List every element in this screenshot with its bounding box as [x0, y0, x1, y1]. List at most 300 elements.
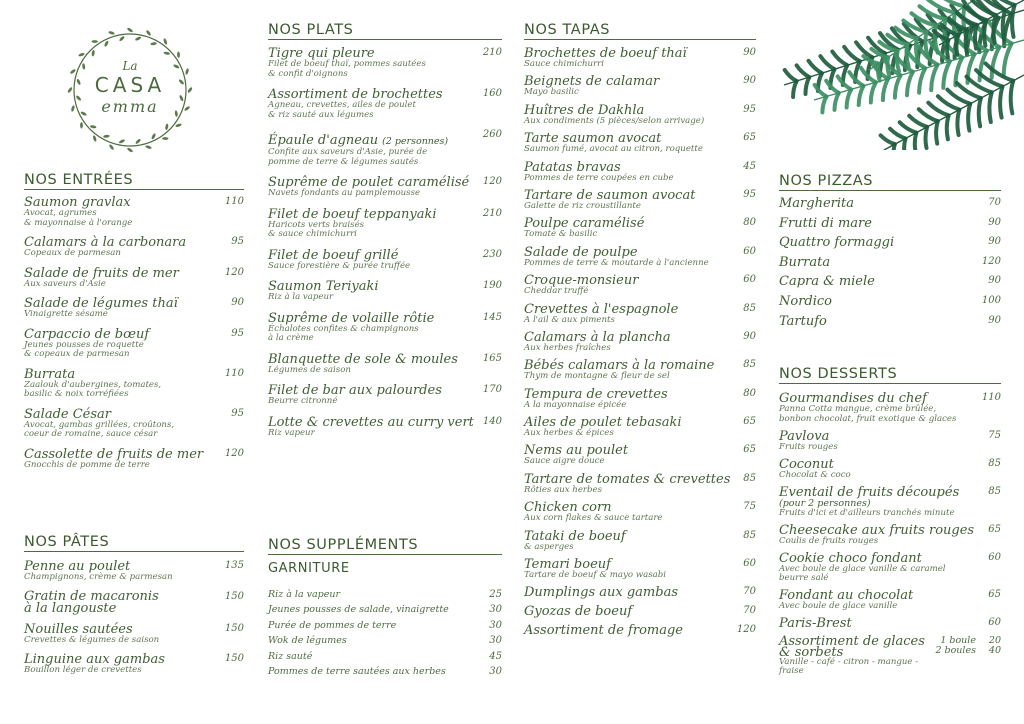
pizzas-list: [779, 197, 1001, 328]
item-price: 85: [743, 529, 756, 541]
wreath-leaf: [178, 79, 184, 86]
item-note: (2 personnes): [382, 136, 449, 147]
item-price: 30: [489, 604, 502, 616]
item-price: 65: [743, 416, 756, 428]
item-price: 85: [743, 359, 756, 371]
item-price: 165: [482, 352, 502, 364]
item-desc: Sauce aigre douce: [524, 456, 605, 467]
item-name: Tartare de tomates & crevettes: [524, 471, 731, 487]
item-desc: Mayo basilic: [524, 87, 579, 98]
item-desc: Copeaux de parmesan: [24, 248, 121, 258]
item-desc: Aux condiments (5 pièces/selon arrivage): [524, 115, 705, 126]
item-desc: A l'ail & aux piments: [524, 314, 615, 325]
item-desc: Confite aux saveurs d'Asie, purée de pomme de terre & légumes sautés: [268, 147, 428, 167]
item-price: 65: [743, 132, 756, 144]
menu-item: [524, 586, 756, 599]
wreath-leaf: [108, 144, 114, 151]
item-name: Suprême de volaille rôtie: [268, 310, 435, 326]
menu-item: [524, 246, 756, 269]
wreath-leaf: [103, 134, 110, 138]
menu-item: [779, 524, 1001, 547]
item-name: Calamars à la carbonara: [24, 235, 187, 250]
item-price: 85: [743, 302, 756, 314]
item-name: Nems au poulet: [524, 443, 629, 459]
item-price: 65: [988, 523, 1001, 535]
item-name: Crevettes à l'espagnole: [524, 301, 679, 317]
section-title: NOS TAPAS: [524, 22, 756, 40]
item-price: 95: [743, 188, 756, 200]
menu-item: [268, 176, 502, 199]
item-price: 85: [988, 485, 1001, 497]
item-desc: Panna Cotta mangue, crème brûlée, bonbon chocolat, fruit exotique & glaces: [779, 404, 957, 424]
menu-item: [24, 623, 244, 646]
wreath-leaf: [135, 36, 142, 41]
item-desc: Galette de riz croustillante: [524, 200, 641, 211]
item-price: 90: [988, 216, 1001, 228]
pates-list: [24, 560, 244, 676]
item-price: 150: [224, 622, 244, 634]
garniture-subtitle: GARNITURE: [268, 561, 350, 576]
item-price: 30: [489, 635, 502, 647]
item-desc: & asperges: [524, 541, 574, 552]
item-name: Riz à la vapeur: [268, 589, 341, 600]
wreath-leaf: [173, 64, 180, 69]
menu-item: [524, 416, 756, 439]
item-price: 75: [743, 501, 756, 513]
wreath-leaf: [80, 122, 83, 128]
wreath-leaf: [119, 35, 126, 41]
wreath-leaf: [70, 68, 77, 74]
item-desc: Vanille - café - citron - mangue - fraise: [779, 656, 919, 676]
item-name: Cassolette de fruits de mer: [24, 446, 204, 462]
item-desc: Pommes de terre coupées en cube: [524, 172, 674, 183]
item-price: 135: [224, 560, 244, 571]
item-desc: Zaalouk d'aubergines, tomates, basilic & noix torréfiées: [24, 379, 162, 399]
item-name: Dumplings aux gambas: [524, 585, 678, 601]
item-price: 45: [743, 160, 756, 172]
item-name: Purée de pommes de terre: [268, 619, 397, 631]
item-name: Tempura de crevettes: [524, 386, 668, 402]
menu-item: [779, 275, 1001, 288]
item-price: 110: [224, 367, 244, 379]
item-name: Margherita: [779, 196, 855, 211]
item-price: 65: [988, 589, 1001, 600]
menu-item: [524, 388, 756, 411]
menu-item: [524, 161, 756, 184]
menu-item: [24, 653, 244, 676]
item-name: Cookie choco fondant: [779, 550, 922, 566]
menu-item: [24, 267, 244, 290]
item-price: 60: [743, 274, 756, 286]
item-price: 90: [988, 314, 1001, 326]
menu-item: [268, 353, 502, 376]
menu-item: [779, 197, 1001, 210]
item-name: Tartare de saumon avocat: [524, 187, 696, 203]
item-price: 140: [482, 415, 502, 427]
menu-item: [524, 104, 756, 127]
item-desc: Aux herbes & épices: [524, 428, 614, 439]
item-name: Saumon Teriyaki: [268, 279, 379, 294]
menu-item: [524, 624, 756, 637]
wreath-leaf: [179, 95, 184, 102]
section-entrees: [24, 172, 244, 478]
wreath-leaf: [177, 51, 180, 57]
item-name: Salade César: [24, 406, 111, 422]
wreath-leaf: [145, 30, 151, 37]
item-price: 150: [224, 653, 244, 664]
item-name: Saumon gravlax: [24, 195, 131, 210]
item-desc: Sauce forestière & purée truffée: [268, 260, 411, 271]
supplement-item: [268, 620, 502, 635]
item-desc: Pommes de terre & moutarde à l'ancienne: [524, 257, 709, 268]
supplement-item: [268, 666, 502, 681]
item-name: Filet de boeuf grillé: [268, 247, 399, 263]
item-price: 160: [482, 88, 502, 99]
wreath-leaf: [163, 38, 168, 45]
wreath-leaf: [78, 52, 85, 57]
menu-item: [24, 448, 244, 471]
item-desc: Filet de boeuf thaï, pommes sautées & confit d'oignons: [268, 59, 426, 79]
item-price: 45: [489, 650, 502, 662]
item-desc: Fruits d'ici et d'ailleurs tranchés minute: [779, 507, 955, 518]
item-name: Épaule d'agneau: [268, 133, 379, 148]
item-name: Assortiment de fromage: [524, 623, 683, 639]
item-name: Patatas bravas: [524, 159, 621, 175]
palm-leaves-decoration: [774, 0, 1024, 150]
item-desc: Vinaigrette sésame: [24, 309, 108, 319]
menu-item: [24, 328, 244, 360]
item-name: Coconut: [779, 456, 834, 472]
item-desc: Agneau, crevettes, ailes de poulet & riz sauté aux légumes: [268, 100, 416, 120]
item-price: 120: [482, 176, 502, 187]
item-name: Wok de légumes: [268, 635, 347, 647]
item-price: 190: [482, 280, 502, 291]
menu-item: [779, 295, 1001, 308]
item-price: 95: [231, 236, 244, 247]
wreath-leaf: [82, 63, 86, 70]
item-name: Poulpe caramélisé: [524, 216, 645, 232]
menu-item: [779, 458, 1001, 481]
menu-item: [268, 47, 502, 79]
supplement-item: [268, 651, 502, 666]
menu-item: [24, 408, 244, 440]
section-pates: [24, 534, 244, 684]
item-name: Burrata: [779, 254, 831, 270]
item-price: 170: [482, 384, 502, 395]
item-price: 90: [743, 330, 756, 342]
item-desc: Aux saveurs d'Asie: [24, 278, 106, 289]
item-price: 110: [981, 392, 1001, 403]
menu-item: [524, 359, 756, 382]
item-price: 25: [489, 589, 502, 600]
item-name: Capra & miele: [779, 274, 875, 290]
item-price: 260: [482, 129, 502, 140]
item-desc: Coulis de fruits rouges: [779, 535, 879, 546]
section-plats: [268, 22, 502, 447]
section-title: NOS DESSERTS: [779, 366, 1001, 384]
item-price: 30: [489, 665, 502, 677]
item-desc: Fruits rouges: [779, 441, 838, 452]
menu-item: [24, 560, 244, 583]
item-desc: Beurre citronné: [268, 396, 338, 406]
wreath-leaf: [187, 87, 193, 94]
wreath-leaf: [184, 105, 191, 111]
item-price: 70: [743, 605, 756, 617]
option-label: 1 boule: [940, 634, 976, 646]
menu-item: [524, 75, 756, 98]
item-name: Gourmandises du chef: [779, 391, 927, 406]
menu-item: [268, 312, 502, 344]
menu-item: [779, 430, 1001, 453]
item-name: Riz sauté: [268, 650, 313, 662]
wreath-leaf: [71, 105, 76, 112]
item-price: 95: [231, 327, 244, 339]
wreath-leaf: [135, 138, 142, 144]
item-name: Frutti di mare: [779, 215, 872, 231]
section-pizzas: [779, 173, 1001, 334]
item-name: Nordico: [779, 293, 833, 309]
item-name: Filet de boeuf teppanyaki: [268, 206, 437, 222]
item-desc: Riz vapeur: [268, 427, 315, 438]
item-price: 90: [743, 47, 756, 58]
supplements-list: [268, 589, 502, 681]
item-name: Tartufo: [779, 313, 827, 329]
casa-emma-logo: [66, 26, 194, 154]
option-price: 40: [988, 644, 1001, 656]
desserts-list: [779, 392, 1001, 630]
menu-item: [524, 605, 756, 618]
item-name: Bébés calamars à la romaine: [524, 358, 715, 374]
item-price: 120: [224, 266, 244, 278]
menu-item: [268, 384, 502, 407]
wreath-leaf: [127, 147, 134, 153]
item-price: 95: [743, 103, 756, 115]
menu-item: [779, 217, 1001, 230]
item-price: 120: [981, 255, 1001, 267]
item-note: (pour 2 personnes): [779, 497, 871, 509]
item-price: 120: [736, 624, 756, 636]
item-desc: Thym de montagne & fleur de sel: [524, 371, 670, 382]
menu-item: [524, 331, 756, 354]
item-name: Assortiment de brochettes: [268, 87, 443, 102]
wreath-leaf: [145, 145, 152, 150]
wreath-leaf: [174, 110, 178, 117]
menu-item: [524, 444, 756, 467]
item-name: Assortiment de glaces & sorbets: [779, 633, 925, 660]
item-desc: Riz à la vapeur: [268, 292, 334, 302]
section-desserts: [779, 366, 1001, 676]
item-price: 80: [743, 387, 756, 399]
item-price: 60: [988, 551, 1001, 563]
menu-item: [524, 217, 756, 240]
item-name: Paris-Brest: [779, 616, 852, 631]
item-desc: Bouillon léger de crevettes: [24, 665, 142, 675]
item-price: 150: [224, 590, 244, 602]
item-name: Eventail de fruits découpés: [779, 484, 960, 500]
item-price: 145: [482, 311, 502, 323]
item-name: Tarte saumon avocat: [524, 131, 662, 147]
menu-item: [268, 129, 502, 167]
item-desc: Aux corn flakes & sauce tartare: [524, 513, 663, 524]
menu-item: [524, 473, 756, 496]
option-label: 2 boules: [935, 644, 976, 656]
menu-item: [24, 236, 244, 259]
item-desc: Avocat, gambas grillées, croûtons, coeur de romaine, sauce césar: [24, 419, 175, 439]
brand-name: CASA: [94, 73, 166, 97]
item-name: Beignets de calamar: [524, 74, 660, 90]
item-desc: Sauce chimichurri: [524, 59, 605, 69]
menu-item: [268, 280, 502, 303]
item-price: 230: [482, 248, 502, 260]
item-name: Salade de légumes thaï: [24, 296, 178, 311]
item-desc: Avocat, agrumes & mayonnaise à l'orange: [24, 208, 133, 228]
item-name: Burrata: [24, 366, 76, 382]
menu-item: [524, 558, 756, 581]
menu-item: [779, 392, 1001, 424]
item-desc: Avec boule de glace vanille: [779, 601, 898, 611]
wreath-leaf: [165, 123, 169, 130]
menu-item: [24, 196, 244, 228]
item-desc: Navets fondants au pamplemousse: [268, 188, 421, 198]
item-desc: Haricots verts braisés & sauce chimichurri: [268, 219, 365, 239]
item-name: Cheesecake aux fruits rouges: [779, 522, 975, 538]
brand-script: emma: [101, 97, 159, 116]
item-name: Nouilles sautées: [24, 621, 133, 637]
item-price: 90: [988, 236, 1001, 248]
option-price: 20: [988, 634, 1001, 646]
item-desc: Crevettes & légumes de saison: [24, 634, 160, 645]
menu-item: [24, 297, 244, 320]
item-price: 70: [988, 197, 1001, 208]
item-price: 75: [988, 429, 1001, 441]
item-desc: Rôties aux herbes: [524, 484, 603, 495]
wreath-leaf: [76, 78, 81, 85]
wreath-leaf: [175, 123, 182, 128]
item-name: Calamars à la plancha: [524, 329, 671, 345]
item-desc: Avec boule de glace vanille & caramel beurre salé: [779, 563, 946, 583]
item-desc: Tartare de boeuf & mayo wasabi: [524, 570, 667, 581]
item-price: 80: [743, 217, 756, 229]
item-price: 65: [743, 444, 756, 456]
item-name: Tataki de boeuf: [524, 528, 626, 544]
item-desc: Aux herbes fraîches: [524, 342, 611, 353]
item-name: Gratin de macaronis à la langouste: [24, 588, 159, 616]
wreath-leaf: [90, 125, 97, 129]
menu-item: [524, 303, 756, 326]
item-name: Suprême de poulet caramélisé: [268, 175, 470, 190]
wreath-leaf: [185, 68, 190, 75]
menu-item: [779, 315, 1001, 328]
menu-item: [268, 208, 502, 240]
wreath-leaf: [162, 137, 168, 140]
item-name: Linguine aux gambas: [24, 652, 165, 667]
item-price: 70: [743, 586, 756, 598]
menu-item: [24, 588, 244, 616]
item-name: Fondant au chocolat: [779, 588, 914, 603]
menu-item-glaces: [779, 633, 1001, 676]
wreath-leaf: [118, 139, 125, 144]
wreath-leaf: [91, 40, 97, 43]
tapas-list: [524, 47, 756, 637]
item-desc: Échalotes confites & champignons à la crème: [268, 323, 419, 343]
wreath-leaf: [67, 87, 73, 94]
menu-item: [524, 501, 756, 524]
menu-item: [268, 416, 502, 439]
item-name: Pommes de terre sautées aux herbes: [268, 665, 446, 677]
item-desc: Légumes de saison: [268, 364, 351, 375]
item-name: Croque-monsieur: [524, 273, 639, 289]
item-name: Temari boeuf: [524, 557, 611, 573]
item-name: Huîtres de Dakhla: [524, 102, 645, 118]
section-title: NOS PÂTES: [24, 534, 244, 552]
item-desc: A la mayonnaise épicée: [524, 399, 627, 410]
item-name: Salade de poulpe: [524, 244, 638, 260]
item-price: 210: [482, 47, 502, 58]
item-price: 85: [743, 472, 756, 484]
item-price: 60: [743, 558, 756, 570]
wreath-icon: [66, 26, 194, 154]
item-price: 90: [743, 75, 756, 87]
item-price: 85: [988, 457, 1001, 469]
wreath-leaf: [151, 133, 156, 140]
item-price: 90: [231, 297, 244, 308]
item-desc: Saumon fumé, avocat au citron, roquette: [524, 144, 703, 155]
item-desc: Tomate & basilic: [524, 229, 598, 240]
item-price: 30: [489, 619, 502, 631]
item-price: 120: [224, 447, 244, 459]
item-desc: Chocolat & coco: [779, 469, 851, 480]
section-tapas: [524, 22, 756, 643]
menu-item: [779, 256, 1001, 269]
menu-item: [779, 617, 1001, 630]
menu-item: [779, 552, 1001, 584]
supplement-item: [268, 635, 502, 650]
menu-item: [524, 530, 756, 553]
wreath-leaf: [150, 42, 157, 46]
item-name: Penne au poulet: [24, 559, 131, 574]
menu-item: [524, 47, 756, 70]
glaces-prices: [935, 636, 1001, 656]
item-price: 60: [743, 245, 756, 257]
wreath-leaf: [91, 50, 95, 57]
wreath-leaf: [163, 51, 170, 55]
entrees-list: [24, 196, 244, 470]
item-name: Ailes de poulet tebasaki: [524, 415, 682, 431]
item-name: Carpaccio de bœuf: [24, 326, 150, 342]
item-name: Brochettes de boeuf thaï: [524, 46, 687, 61]
menu-item: [524, 132, 756, 155]
menu-item: [524, 274, 756, 297]
item-price: 60: [988, 617, 1001, 628]
menu-item: [779, 589, 1001, 612]
item-name: Jeunes pousses de salade, vinaigrette: [268, 604, 449, 616]
menu-item: [524, 189, 756, 212]
item-name: Gyozas de boeuf: [524, 604, 633, 620]
menu-item: [779, 486, 1001, 519]
item-name: Tigre qui pleure: [268, 46, 375, 61]
item-desc: Jeunes pousses de roquette & copeaux de parmesan: [24, 339, 144, 359]
wreath-leaf: [127, 27, 134, 33]
item-price: 90: [988, 275, 1001, 287]
item-desc: Gnocchis de pomme de terre: [24, 459, 150, 470]
item-price: 100: [981, 294, 1001, 306]
item-price: 95: [231, 407, 244, 419]
section-title: NOS ENTRÉES: [24, 172, 244, 190]
menu-item: [779, 236, 1001, 249]
section-supplements: [268, 537, 502, 681]
item-name: Blanquette de sole & moules: [268, 351, 458, 367]
item-name: Salade de fruits de mer: [24, 265, 179, 281]
